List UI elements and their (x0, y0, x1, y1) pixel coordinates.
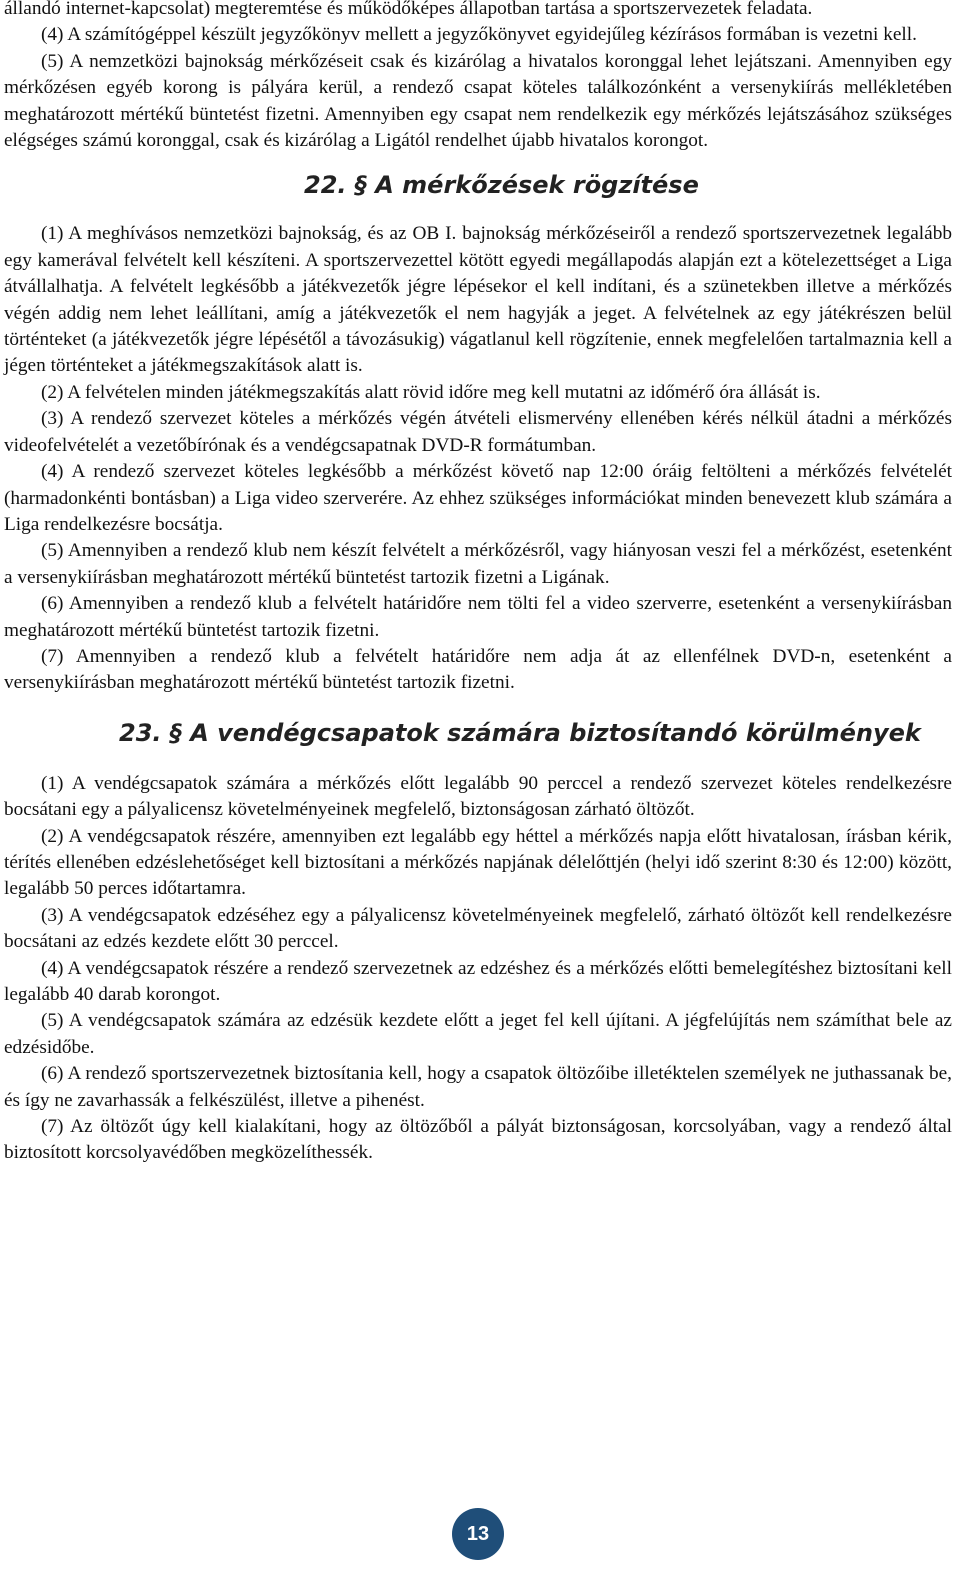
section-23-paragraph-1: (1) A vendégcsapatok számára a mérkőzés előtt legalább 90 perccel a rendező szervezet köteles rendelkezésre bocsátani egy a pályalicensz követelményeinek megfelelő, biztonságosan zárható öltözőt. (4, 772, 952, 821)
section-22-paragraph-7: (7) Amennyiben a rendező klub a felvételt határidőre nem adja át az ellenfélnek DVD-n, esetenként a versenykiírásban meghatározott mértékű büntetést tartozik fizetni. (4, 645, 952, 694)
section-22-paragraph-6: (6) Amennyiben a rendező klub a felvételt határidőre nem tölti fel a video szerverre, esetenként a versenykiírásban meghatározott mértékű büntetést tartozik fizetni. (4, 593, 952, 641)
section-23-paragraph-4: (4) A vendégcsapatok részére a rendező szervezetnek az edzéshez és a mérkőzés előtti bemelegítéshez biztosítani kell legalább 40 darab korongot. (4, 957, 952, 1005)
section-22-paragraph-3: (3) A rendező szervezet köteles a mérkőzés végén átvételi elismervény ellenében kérés nélkül átadni a mérkőzés videofelvételét a vezetőbírónak és a vendégcsapatnak DVD-R formátumban. (4, 408, 952, 456)
section-22-paragraph-2: (2) A felvételen minden játékmegszakítás alatt rövid időre meg kell mutatni az időmérő óra állását is. (41, 381, 821, 403)
intro-paragraph-3: (5) A nemzetközi bajnokság mérkőzéseit csak és kizárólag a hivatalos koronggal lehet lejátszani. Amennyiben egy mérkőzésen egyéb korong is pályára kerül, a rendező csapat köteles találkozónként a versenykiírás mellékletében meghatározott mértékű büntetést fizetni. Amennyiben egy csapat nem rendelkezik egy mérkőzés lejátszásához szükséges elégséges számú koronggal, csak és kizárólag a Ligától rendelhet újabb hivatalos korongot. (4, 50, 952, 152)
section-22-paragraph-4: (4) A rendező szervezet köteles legkésőbb a mérkőzést követő nap 12:00 óráig feltölteni a mérkőzés felvételét (harmadonkénti bontásban) a Liga video szerverére. Az ehhez szükséges információkat minden benevezett klub számára a Liga rendelkezésre bocsátja. (4, 461, 952, 535)
document-page (4, 0, 952, 1167)
intro-paragraph-1: állandó internet-kapcsolat) megteremtése és működőképes állapotban tartása a sportszervezetek feladata. (4, 0, 813, 19)
section-22-title: 22. § A mérkőzések rögzítése (304, 171, 699, 200)
section-23-title: 23. § A vendégcsapatok számára biztosítandó körülmények (119, 718, 921, 747)
intro-paragraph-2: (4) A számítógéppel készült jegyzőkönyv mellett a jegyzőkönyvet egyidejűleg kézírásos formában is vezetni kell. (41, 24, 917, 46)
section-23-paragraph-7: (7) Az öltözőt úgy kell kialakítani, hogy az öltözőből a pályát biztonságosan, korcsolyában, vagy a rendező által biztosított korcsolyavédőben megközelíthessék. (4, 1116, 952, 1164)
section-23-paragraph-3: (3) A vendégcsapatok edzéséhez egy a pályalicensz követelményeinek megfelelő, zárható öltözőt kell rendelkezésre bocsátani az edzés kezdete előtt 30 perccel. (4, 904, 952, 953)
section-22-paragraph-5: (5) Amennyiben a rendező klub nem készít felvételt a mérkőzésről, vagy hiányosan veszi fel a mérkőzést, esetenként a versenykiírásban meghatározott mértékű büntetést tartozik fizetni a Ligának. (4, 540, 952, 588)
section-23-paragraph-5: (5) A vendégcsapatok számára az edzésük kezdete előtt a jeget fel kell újítani. A jégfelújítás nem számíthat bele az edzésidőbe. (4, 1010, 952, 1058)
section-22-paragraph-1: (1) A meghívásos nemzetközi bajnokság, és az OB I. bajnokság mérkőzéseiről a rendező sportszervezetnek legalább egy kamerával felvételt kell készíteni. A sportszervezettel kötött egyedi megállapodás alapján ezt a kötelezettséget a Liga átvállalhatja. A felvételt legkésőbb a játékvezetők jégre lépésekor el kell indítani, és a szünetekben illetve a mérkőzés végén addig nem lehet leállítani, amíg a játékvezetők el nem hagyják a jeget. A felvételnek az egy játékrészen belül történteket (a játékvezetők jégre lépésétől a távozásukig) vágatlanul kell rögzítenie, ennek megfelelően tartalmaznia kell a jégen történteket a játékmegszakítások alatt is. (4, 223, 952, 377)
section-23-paragraph-2: (2) A vendégcsapatok részére, amennyiben ezt legalább egy héttel a mérkőzés napja előtt hivatalosan, írásban kérik, térítés ellenében edzéslehetőséget kell biztosítani a mérkőzés napjának délelőttjén (helyi idő szerint 8:30 és 12:00) között, legalább 50 perces időtartamra. (4, 825, 952, 900)
page-number-badge: 13 (452, 1508, 504, 1560)
section-23-paragraph-6: (6) A rendező sportszervezetnek biztosítania kell, hogy a csapatok öltözőibe illetéktelen személyek ne juthassanak be, és így ne zavarhassák a felkészülést, illetve a pihenést. (4, 1063, 952, 1111)
